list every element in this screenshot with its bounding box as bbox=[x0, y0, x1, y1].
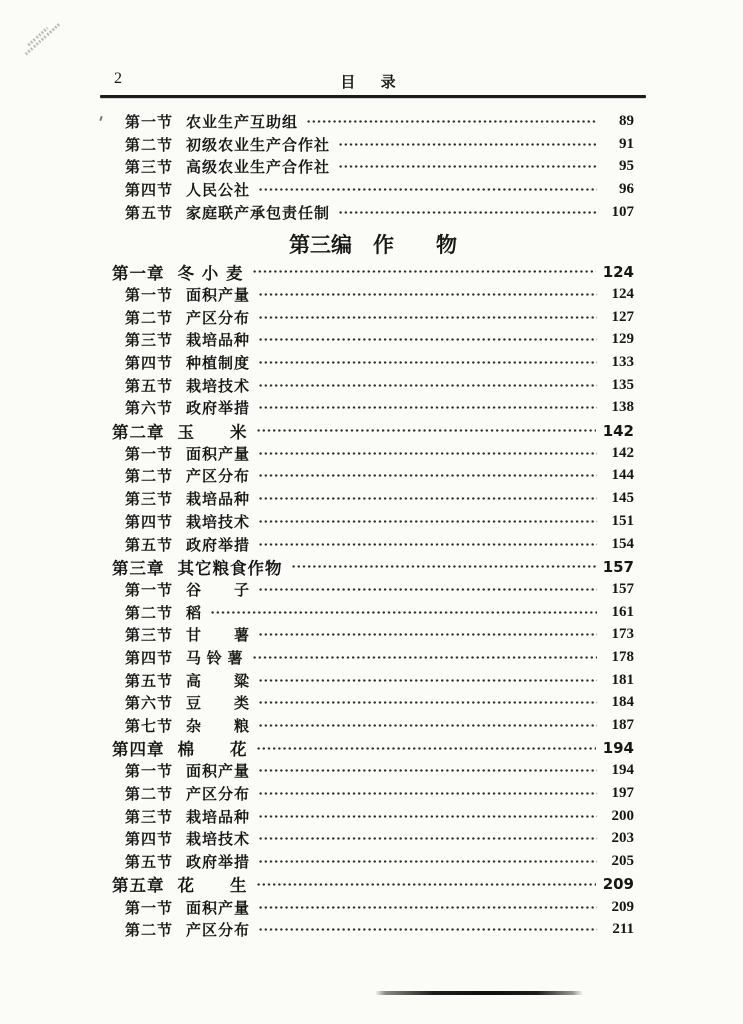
toc-entry-page-number: 173 bbox=[611, 626, 634, 643]
bottom-ink-smudge bbox=[375, 991, 583, 995]
toc-entry-title: 农业生产互助组 bbox=[186, 114, 299, 131]
dotted-leader bbox=[259, 497, 597, 500]
toc-row bbox=[112, 692, 634, 715]
dotted-leader bbox=[259, 406, 597, 409]
toc-row bbox=[112, 760, 634, 783]
toc-entry-label: 第四章 bbox=[112, 740, 165, 760]
toc-entry-label: 第七节 bbox=[125, 719, 174, 736]
toc-row bbox=[112, 918, 634, 941]
toc-row bbox=[112, 155, 634, 178]
toc-entry-title: 面积产量 bbox=[186, 287, 251, 304]
toc-row bbox=[112, 110, 634, 133]
toc-row bbox=[112, 669, 634, 692]
toc-entry-page-number: 124 bbox=[611, 285, 634, 302]
dotted-leader bbox=[259, 188, 597, 191]
toc-entry-label: 第五节 bbox=[125, 205, 174, 222]
watermark-line bbox=[25, 22, 61, 55]
toc-row bbox=[112, 260, 634, 283]
toc-entry-label: 第二节 bbox=[125, 469, 174, 486]
toc-entry-page-number: 209 bbox=[611, 898, 634, 915]
toc-row bbox=[112, 623, 634, 646]
toc-entry-title: 栽培品种 bbox=[186, 809, 251, 826]
toc-entry-page-number: 142 bbox=[602, 421, 634, 440]
toc-entry-title: 人民公社 bbox=[186, 182, 251, 199]
toc-entry-label: 第一节 bbox=[125, 446, 174, 463]
toc-entry-label: 第三节 bbox=[125, 333, 174, 350]
toc-entry-page-number: 209 bbox=[602, 875, 634, 894]
toc-entry-page-number: 107 bbox=[611, 203, 634, 220]
toc-entry-title: 马 铃 薯 bbox=[186, 650, 244, 667]
dotted-leader bbox=[259, 474, 597, 477]
dotted-leader bbox=[211, 611, 597, 614]
toc-entry-label: 第六节 bbox=[125, 696, 174, 713]
dotted-leader bbox=[257, 883, 596, 886]
toc-entry-title: 栽培技术 bbox=[186, 378, 251, 395]
toc-entry-title: 产区分布 bbox=[186, 310, 251, 327]
toc-entry-label: 第二节 bbox=[125, 137, 174, 154]
toc-entry-title: 栽培品种 bbox=[186, 492, 251, 509]
toc-row bbox=[112, 850, 634, 873]
page-number: 2 bbox=[114, 70, 122, 87]
toc-entry-page-number: 89 bbox=[619, 112, 634, 129]
toc-entry-label: 第一节 bbox=[125, 764, 174, 781]
dotted-leader bbox=[259, 588, 597, 591]
toc-entry-label: 第六节 bbox=[125, 401, 174, 418]
toc-entry-title: 种植制度 bbox=[186, 356, 251, 373]
toc-entry-page-number: 205 bbox=[611, 853, 634, 870]
toc-entry-label: 第二节 bbox=[125, 310, 174, 327]
toc-entry-page-number: 161 bbox=[611, 603, 634, 620]
toc-entry-title: 初级农业生产合作社 bbox=[186, 137, 331, 154]
toc-entry-title: 高 粱 bbox=[186, 673, 251, 690]
toc-entry-label: 第四节 bbox=[125, 182, 174, 199]
toc-entry-title: 其它粮食作物 bbox=[177, 558, 283, 578]
toc-entry-title: 产区分布 bbox=[186, 787, 251, 804]
toc-row bbox=[112, 737, 634, 760]
header-rule bbox=[100, 95, 646, 98]
toc-main-list bbox=[112, 260, 634, 941]
toc-row bbox=[112, 133, 634, 156]
page-header bbox=[112, 68, 634, 92]
toc-entry-label: 第四节 bbox=[125, 514, 174, 531]
toc-row bbox=[112, 283, 634, 306]
toc-entry-label: 第四节 bbox=[125, 832, 174, 849]
dotted-leader bbox=[259, 679, 597, 682]
dotted-leader bbox=[259, 293, 597, 296]
toc-entry-label: 第一章 bbox=[112, 263, 165, 283]
toc-entry-title: 高级农业生产合作社 bbox=[186, 160, 331, 177]
toc-entry-title: 政府举措 bbox=[186, 855, 251, 872]
dotted-leader bbox=[259, 338, 597, 341]
toc-entry-label: 第二节 bbox=[125, 923, 174, 940]
toc-entry-page-number: 184 bbox=[611, 694, 634, 711]
toc-entry-label: 第二节 bbox=[125, 787, 174, 804]
dotted-leader bbox=[339, 211, 597, 214]
toc-entry-page-number: 145 bbox=[611, 490, 634, 507]
dotted-leader bbox=[259, 928, 597, 931]
toc-row bbox=[112, 178, 634, 201]
toc-row bbox=[112, 465, 634, 488]
dotted-leader bbox=[259, 384, 597, 387]
toc-entry-page-number: 211 bbox=[612, 921, 634, 938]
toc-entry-page-number: 95 bbox=[619, 158, 634, 175]
toc-row bbox=[112, 487, 634, 510]
toc-entry-title: 花 生 bbox=[177, 876, 248, 896]
toc-entry-title: 面积产量 bbox=[186, 446, 251, 463]
toc-entry-label: 第五节 bbox=[125, 378, 174, 395]
toc-entry-page-number: 194 bbox=[602, 739, 634, 758]
toc-entry-page-number: 194 bbox=[611, 762, 634, 779]
dotted-leader bbox=[259, 792, 597, 795]
toc-entry-page-number: 135 bbox=[611, 376, 634, 393]
toc-row bbox=[112, 510, 634, 533]
dotted-leader bbox=[259, 316, 597, 319]
toc-entry-page-number: 133 bbox=[611, 354, 634, 371]
toc-entry-title: 杂 粮 bbox=[186, 719, 251, 736]
toc-entry-title: 甘 薯 bbox=[186, 628, 251, 645]
toc-entry-title: 面积产量 bbox=[186, 764, 251, 781]
toc-entry-label: 第一节 bbox=[125, 287, 174, 304]
toc-entry-page-number: 129 bbox=[611, 331, 634, 348]
toc-entry-label: 第四节 bbox=[125, 356, 174, 373]
toc-row bbox=[112, 646, 634, 669]
toc-row bbox=[112, 805, 634, 828]
toc-entry-page-number: 127 bbox=[611, 308, 634, 325]
toc-entry-page-number: 144 bbox=[611, 467, 634, 484]
toc-entry-title: 稻 bbox=[186, 605, 203, 622]
dotted-leader bbox=[259, 701, 597, 704]
toc-intro-list bbox=[112, 110, 634, 223]
toc-entry-page-number: 181 bbox=[611, 671, 634, 688]
toc-entry-page-number: 157 bbox=[611, 580, 634, 597]
toc-entry-label: 第三章 bbox=[112, 558, 165, 578]
toc-entry-label: 第五章 bbox=[112, 876, 165, 896]
toc-row bbox=[112, 782, 634, 805]
toc-entry-label: 第五节 bbox=[125, 673, 174, 690]
toc-row bbox=[112, 306, 634, 329]
toc-entry-title: 政府举措 bbox=[186, 401, 251, 418]
dotted-leader bbox=[339, 165, 597, 168]
toc-entry-label: 第一节 bbox=[125, 114, 174, 131]
dotted-leader bbox=[253, 270, 596, 273]
dotted-leader bbox=[259, 543, 597, 546]
toc-row bbox=[112, 329, 634, 352]
toc-row bbox=[112, 397, 634, 420]
toc-row bbox=[112, 201, 634, 224]
toc-entry-title: 谷 子 bbox=[186, 582, 251, 599]
toc-entry-label: 第一节 bbox=[125, 900, 174, 917]
toc-entry-page-number: 96 bbox=[619, 180, 634, 197]
toc-row bbox=[112, 419, 634, 442]
dotted-leader bbox=[307, 120, 597, 123]
toc-entry-label: 第二章 bbox=[112, 422, 165, 442]
toc-entry-title: 政府举措 bbox=[186, 537, 251, 554]
toc-entry-label: 第五节 bbox=[125, 537, 174, 554]
toc-entry-title: 栽培品种 bbox=[186, 333, 251, 350]
toc-row bbox=[112, 351, 634, 374]
toc-row bbox=[112, 896, 634, 919]
toc-entry-label: 第三节 bbox=[125, 809, 174, 826]
stray-ink-mark bbox=[99, 116, 102, 121]
toc-entry-title: 产区分布 bbox=[186, 923, 251, 940]
toc-row bbox=[112, 442, 634, 465]
toc-row bbox=[112, 533, 634, 556]
toc-row bbox=[112, 873, 634, 896]
toc-entry-label: 第三节 bbox=[125, 628, 174, 645]
dotted-leader bbox=[257, 747, 596, 750]
toc-entry-page-number: 91 bbox=[619, 135, 634, 152]
toc-entry-page-number: 138 bbox=[611, 399, 634, 416]
toc-entry-title: 产区分布 bbox=[186, 469, 251, 486]
toc-entry-label: 第一节 bbox=[125, 582, 174, 599]
part-heading: 第三编 作 物 bbox=[289, 233, 457, 258]
dotted-leader bbox=[259, 860, 597, 863]
toc-row bbox=[112, 578, 634, 601]
toc-entry-page-number: 197 bbox=[611, 785, 634, 802]
toc-entry-title: 栽培技术 bbox=[186, 832, 251, 849]
dotted-leader bbox=[259, 837, 597, 840]
dotted-leader bbox=[259, 452, 597, 455]
scan-watermark bbox=[20, 17, 62, 57]
toc-entry-page-number: 151 bbox=[611, 512, 634, 529]
toc-entry-page-number: 200 bbox=[611, 807, 634, 824]
page-content bbox=[112, 68, 634, 941]
toc-entry-title: 豆 类 bbox=[186, 696, 251, 713]
toc-row bbox=[112, 601, 634, 624]
dotted-leader bbox=[259, 906, 597, 909]
toc-entry-label: 第三节 bbox=[125, 160, 174, 177]
dotted-leader bbox=[339, 143, 597, 146]
toc-entry-label: 第四节 bbox=[125, 650, 174, 667]
dotted-leader bbox=[259, 815, 597, 818]
toc-entry-page-number: 178 bbox=[611, 648, 634, 665]
toc-entry-title: 玉 米 bbox=[177, 422, 248, 442]
dotted-leader bbox=[257, 429, 596, 432]
dotted-leader bbox=[259, 633, 597, 636]
toc-entry-title: 棉 花 bbox=[177, 740, 248, 760]
toc-entry-page-number: 157 bbox=[602, 557, 634, 576]
toc-row bbox=[112, 555, 634, 578]
toc-row bbox=[112, 714, 634, 737]
dotted-leader bbox=[259, 520, 597, 523]
dotted-leader bbox=[292, 565, 596, 568]
toc-row bbox=[112, 828, 634, 851]
toc-entry-page-number: 124 bbox=[602, 262, 634, 281]
dotted-leader bbox=[259, 361, 597, 364]
toc-entry-title: 冬 小 麦 bbox=[177, 263, 244, 283]
toc-entry-page-number: 154 bbox=[611, 535, 634, 552]
toc-entry-label: 第三节 bbox=[125, 492, 174, 509]
toc-entry-label: 第五节 bbox=[125, 855, 174, 872]
toc-entry-title: 面积产量 bbox=[186, 900, 251, 917]
toc-entry-title: 家庭联产承包责任制 bbox=[186, 205, 331, 222]
dotted-leader bbox=[253, 656, 597, 659]
dotted-leader bbox=[259, 769, 597, 772]
toc-entry-page-number: 203 bbox=[611, 830, 634, 847]
dotted-leader bbox=[259, 724, 597, 727]
toc-entry-title: 栽培技术 bbox=[186, 514, 251, 531]
toc-entry-page-number: 187 bbox=[611, 717, 634, 734]
page-header-title: 目 录 bbox=[340, 73, 406, 91]
toc-entry-label: 第二节 bbox=[125, 605, 174, 622]
toc-row bbox=[112, 374, 634, 397]
toc-entry-page-number: 142 bbox=[611, 444, 634, 461]
